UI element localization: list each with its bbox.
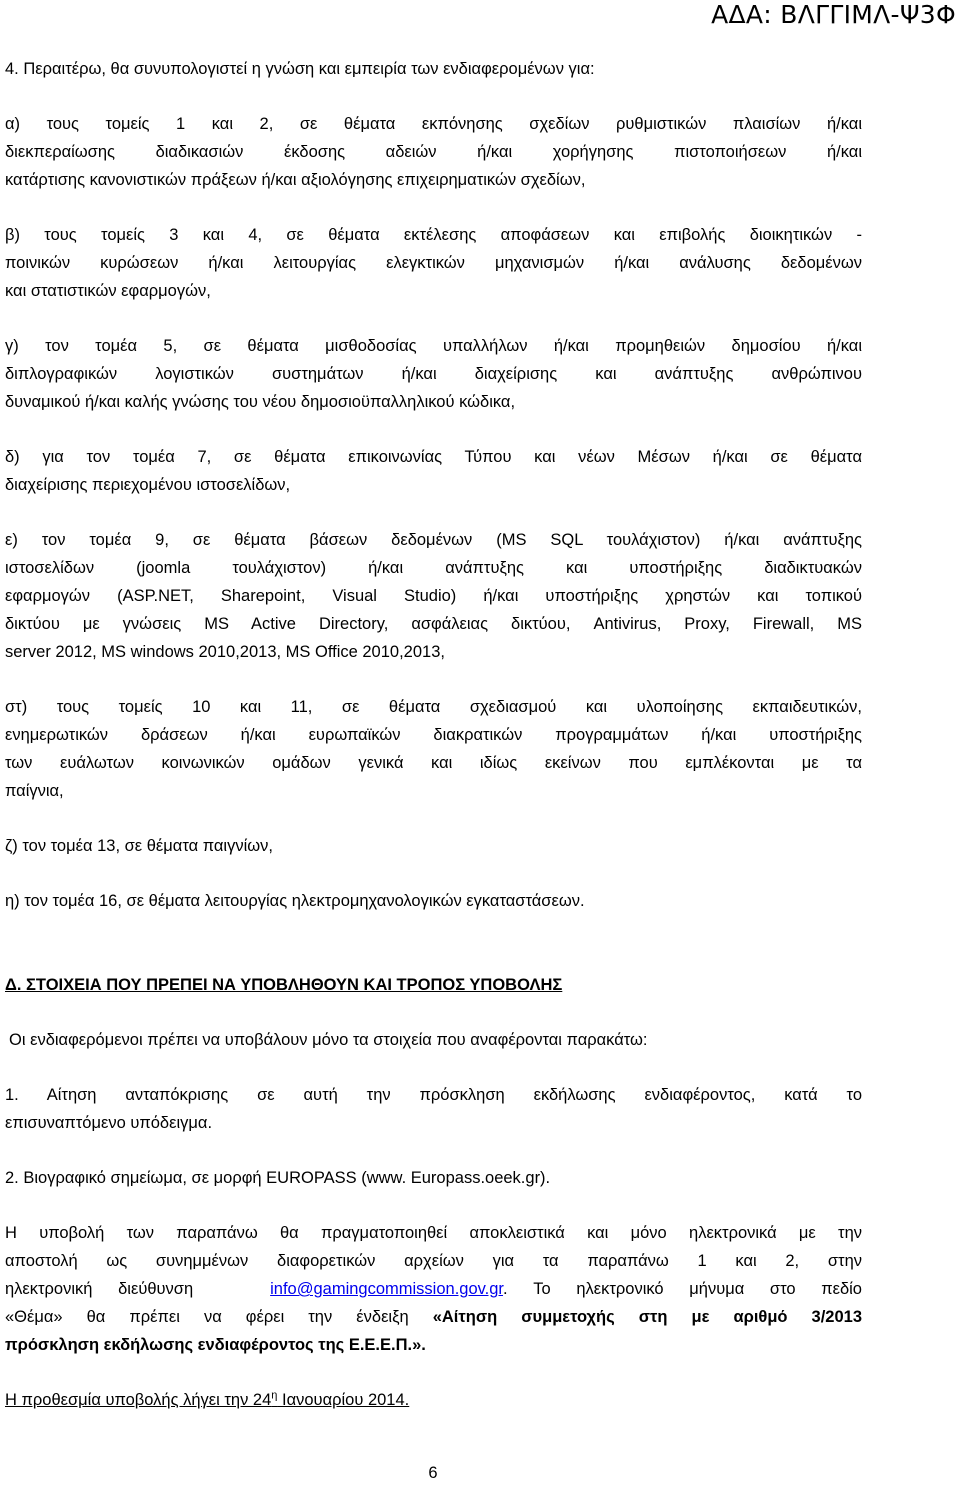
document-code: ΑΔΑ: ΒΛΓΓΙΜΛ-Ψ3Φ — [711, 0, 956, 29]
section-d-item1: 1. Αίτηση ανταπόκρισης σε αυτή την πρόσκληση εκδήλωσης ενδιαφέροντος, κατά το επισυναπτόμενο υπόδειγμα. — [5, 1086, 862, 1132]
email-link[interactable]: info@gamingcommission.gov.gr — [270, 1280, 504, 1298]
document-body — [5, 55, 862, 1414]
submission-paragraph: Η υποβολή των παραπάνω θα πραγματοποιηθεί αποκλειστικά και μόνο ηλεκτρονικά με την αποστολή ως συνημμένων διαφορετικών αρχείων για τα παραπάνω 1 και 2, στην ηλεκτρονική διεύθυνση info@gamingcommission.gov.gr. Το ηλεκτρονικό μήνυμα στο πεδίο «Θέμα» θα πρέπει να φέρει την ένδειξη «Αίτηση συμμετοχής στη με αριθμό 3/2013 πρόσκληση εκδήλωσης ενδιαφέροντος της Ε.Ε.Ε.Π.». — [5, 1224, 863, 1354]
item4-e: ε) τον τομέα 9, σε θέματα βάσεων δεδομένων (MS SQL τουλάχιστον) ή/και ανάπτυξης ιστοσελίδων (joomla τουλάχιστον) ή/και ανάπτυξης και υποστήριξης διαδικτυακών εφαρμογών (ASP.NET, Sharepoint, Visual Studio) ή/και υποστήριξης χρηστών και τοπικού δικτύου με γνώσεις MS Active Directory, ασφάλειας δικτύου, Antivirus, Proxy, Firewall, MS server 2012, MS windows 2010,2013, MS Office 2010,2013, — [5, 531, 862, 661]
deadline: Η προθεσμία υποβολής λήγει την $24^\eta$ Ιανουαρίου 2014. — [5, 1389, 410, 1409]
item4-d: δ) για τον τομέα 7, σε θέματα επικοινωνίας Τύπου και νέων Μέσων ή/και σε θέματα διαχείρισης περιεχομένου ιστοσελίδων, — [5, 448, 862, 494]
item4-st: στ) τους τομείς 10 και 11, σε θέματα σχεδιασμού και υλοποίησης εκπαιδευτικών, ενημερωτικών δράσεων ή/και ευρωπαϊκών διακρατικών προγραμμάτων ή/και υποστήριξης των ευάλωτων κοινωνικών ομάδων γενικά και ιδίως εκείνων που εμπλέκονται με τα παίγνια, — [5, 698, 862, 800]
item4-a: α) τους τομείς 1 και 2, σε θέματα εκπόνησης σχεδίων ρυθμιστικών πλαισίων ή/και διεκπεραίωσης διαδικασιών έκδοσης αδειών ή/και χορήγησης πιστοποιήσεων ή/και κατάρτισης κανονιστικών πράξεων ή/και αξιολόγησης επιχειρηματικών σχεδίων, — [5, 115, 862, 189]
item4-intro: 4. Περαιτέρω, θα συνυπολογιστεί η γνώση και εμπειρία των ενδιαφερομένων για: — [5, 60, 595, 78]
page-number: 6 — [428, 1464, 438, 1482]
subject-label: «Αίτηση συμμετοχής στη με αριθμό 3/2013 — [432, 1308, 863, 1326]
item4-z: ζ) τον τομέα 13, σε θέματα παιγνίων, — [5, 837, 273, 855]
item4-b: β) τους τομείς 3 και 4, σε θέματα εκτέλεσης αποφάσεων και επιβολής διοικητικών - ποινικών κυρώσεων ή/και λειτουργίας ελεγκτικών μηχανισμών ή/και ανάλυσης δεδομένων και στατιστικών εφαρμογών, — [5, 226, 862, 300]
section-d-intro: Οι ενδιαφερόμενοι πρέπει να υποβάλουν μόνο τα στοιχεία που αναφέρονται παρακάτω: — [9, 1031, 648, 1049]
section-d-item2: 2. Βιογραφικό σημείωμα, σε μορφή EUROPASS (www. Europass.oeek.gr). — [5, 1169, 551, 1187]
item4-h: η) τον τομέα 16, σε θέματα λειτουργίας ηλεκτρομηχανολογικών εγκαταστάσεων. — [5, 892, 585, 910]
section-d-heading: Δ. ΣΤΟΙΧΕΙΑ ΠΟΥ ΠΡΕΠΕΙ ΝΑ ΥΠΟΒΛΗΘΟΥΝ ΚΑΙ ΤΡΟΠΟΣ ΥΠΟΒΟΛΗΣ — [5, 976, 563, 994]
item4-c: γ) τον τομέα 5, σε θέματα μισθοδοσίας υπαλλήλων ή/και προμηθειών δημοσίου ή/και διπλογραφικών λογιστικών συστημάτων ή/και διαχείρισης και ανάπτυξης ανθρώπινου δυναμικού ή/και καλής γνώσης του νέου δημοσιοϋπαλληλικού κώδικα, — [5, 337, 862, 411]
